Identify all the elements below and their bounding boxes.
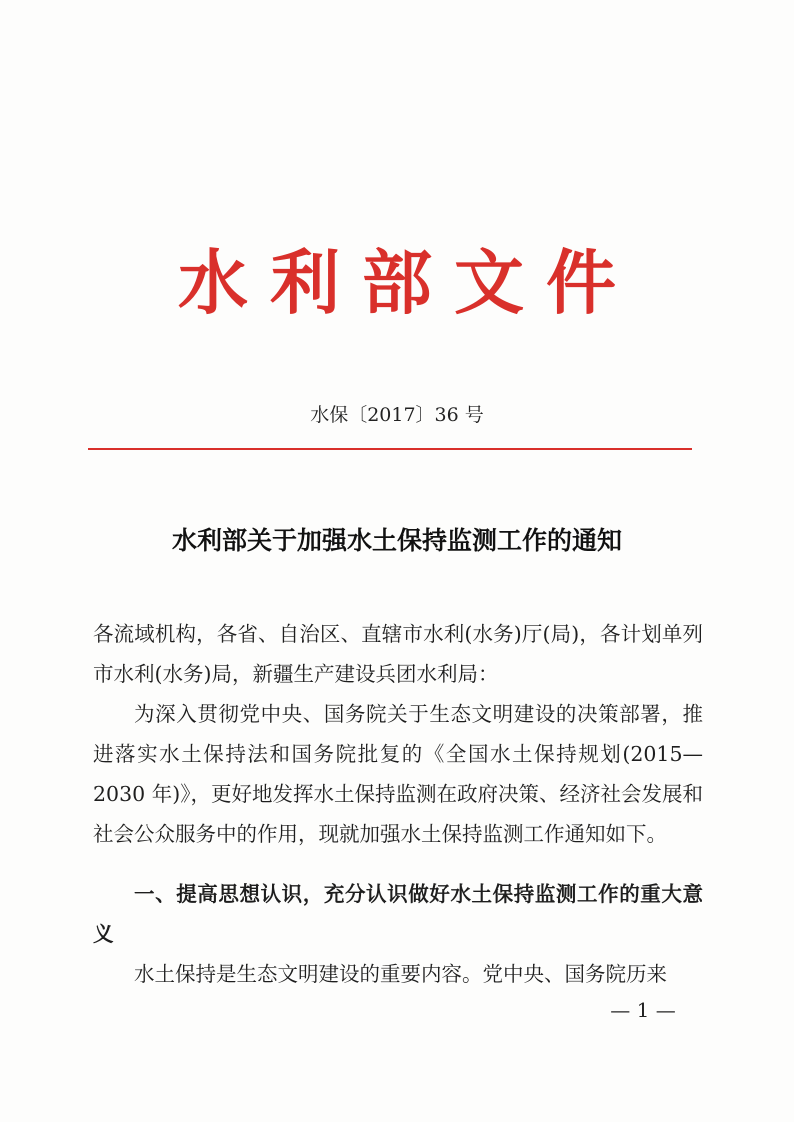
intro-paragraph: 为深入贯彻党中央、国务院关于生态文明建设的决策部署，推进落实水土保持法和国务院批复的《全国水土保持规划(2015—2030 年)》，更好地发挥水土保持监测在政府决策、经济社会发展和社会公众服务中的作用，现就加强水土保持监测工作通知如下。: [93, 702, 703, 846]
masthead-title: 水利部文件: [178, 242, 638, 324]
section-1-paragraph: 水土保持是生态文明建设的重要内容。党中央、国务院历来: [134, 962, 667, 986]
notice-title: 水利部关于加强水土保持监测工作的通知: [171, 526, 622, 555]
page-number: — 1 —: [610, 998, 676, 1022]
addressee-paragraph: 各流域机构，各省、自治区、直辖市水利(水务)厅(局)，各计划单列市水利(水务)局，新疆生产建设兵团水利局：: [93, 622, 703, 686]
document-number: 水保〔2017〕36 号: [310, 404, 484, 426]
section-heading-1: 一、提高思想认识，充分认识做好水土保持监测工作的重大意义: [93, 882, 703, 946]
red-divider-line: [88, 448, 692, 450]
